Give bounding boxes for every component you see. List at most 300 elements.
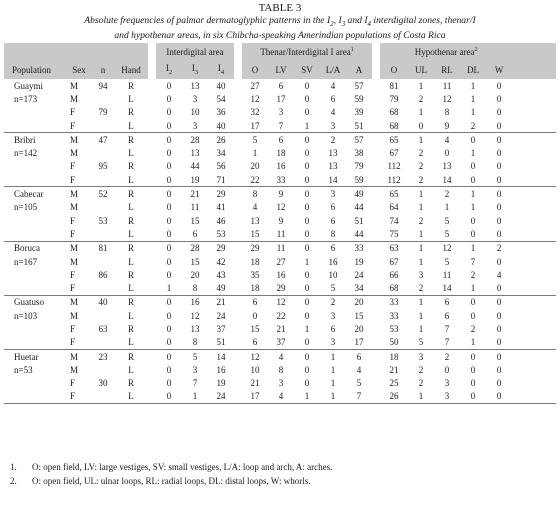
- hypothenar-cell: 112: [387, 174, 401, 185]
- hypothenar-cell: 2: [418, 364, 424, 375]
- interdigital-cell: 0: [166, 310, 172, 321]
- thenar-cell: 6: [330, 93, 336, 104]
- interdigital-cell: 40: [216, 120, 226, 131]
- thenar-cell: 0: [304, 148, 310, 159]
- thenar-cell: 33: [346, 241, 372, 255]
- thenar-cell: 0: [294, 295, 320, 309]
- interdigital-cell: 13: [190, 148, 200, 159]
- hypothenar-cell: 0: [496, 364, 502, 375]
- hypothenar-cell: 0: [496, 215, 502, 226]
- n-cell: [92, 336, 114, 350]
- interdigital-cell: 1: [166, 283, 172, 294]
- hand-cell: R: [127, 107, 134, 118]
- hypothenar-cell: 33: [389, 310, 399, 321]
- population-cell: [4, 336, 66, 350]
- thenar-cell: 12: [242, 349, 268, 363]
- thenar-cell: 0: [252, 310, 258, 321]
- thenar-cell: 0: [294, 133, 320, 147]
- thenar-cell: 7: [346, 390, 372, 404]
- table-row: [4, 227, 556, 241]
- hand-cell: L: [128, 174, 134, 185]
- thenar-cell: 12: [268, 295, 294, 309]
- interdigital-cell: 34: [216, 148, 226, 159]
- interdigital-cell: 8: [192, 283, 198, 294]
- thenar-cell: 7: [278, 120, 284, 131]
- n-cell: [92, 92, 114, 105]
- n-cell: [92, 227, 114, 241]
- thenar-cell: 1: [304, 323, 310, 334]
- thenar-cell: 4: [268, 390, 294, 404]
- hypothenar-cell: 0: [486, 295, 512, 309]
- hypothenar-cell: 50: [389, 337, 399, 348]
- hypothenar-cell: 1: [408, 295, 434, 309]
- hypothenar-cell: 13: [442, 161, 452, 172]
- thenar-cell: 8: [278, 364, 284, 375]
- hypothenar-cell: 1: [418, 323, 424, 334]
- table-row: [4, 377, 556, 390]
- hypothenar-cell: 9: [444, 120, 450, 131]
- population-cell: [4, 227, 66, 241]
- thenar-cell: 39: [354, 107, 364, 118]
- thenar-cell: 0: [304, 337, 310, 348]
- interdigital-cell: 3: [192, 93, 198, 104]
- hypothenar-cell: 1: [470, 93, 476, 104]
- hypothenar-cell: 1: [418, 228, 424, 239]
- hypothenar-cell: 1: [418, 80, 424, 91]
- hypothenar-cell: 0: [496, 202, 502, 213]
- hypothenar-cell: 0: [444, 148, 450, 159]
- thenar-cell: 5: [356, 378, 362, 389]
- sex-cell: M: [70, 202, 79, 213]
- hypothenar-cell: 12: [434, 241, 460, 255]
- hypothenar-cell: 2: [486, 241, 512, 255]
- hypothenar-cell: 2: [418, 148, 424, 159]
- thenar-cell: 6: [278, 80, 284, 91]
- hypothenar-cell: 1: [470, 148, 476, 159]
- thenar-cell: 21: [250, 378, 260, 389]
- table-row: [4, 363, 556, 376]
- sex-cell: F: [70, 378, 76, 389]
- thenar-cell: 2: [320, 133, 346, 147]
- table-row: [4, 309, 556, 322]
- thenar-cell: 17: [250, 120, 260, 131]
- thenar-cell: 32: [250, 107, 260, 118]
- interdigital-cell: 49: [216, 283, 226, 294]
- interdigital-cell: 3: [192, 364, 198, 375]
- col-n: n: [92, 60, 114, 79]
- thenar-cell: 51: [354, 120, 364, 131]
- population-cell: Huetar: [4, 349, 66, 363]
- interdigital-cell: 12: [190, 310, 200, 321]
- interdigital-cell: 0: [166, 256, 172, 267]
- hypothenar-cell: 2: [418, 161, 424, 172]
- thenar-cell: 0: [304, 174, 310, 185]
- thenar-cell: 11: [268, 241, 294, 255]
- hypothenar-cell: 3: [444, 378, 450, 389]
- interdigital-cell: 29: [208, 241, 234, 255]
- table-row: [4, 255, 556, 268]
- table-row: [4, 241, 556, 255]
- thenar-cell: 4: [330, 107, 336, 118]
- group-interdigital: Interdigital area: [156, 43, 234, 60]
- hypothenar-cell: 2: [470, 323, 476, 334]
- population-cell: [4, 119, 66, 133]
- hypothenar-cell: 63: [380, 241, 408, 255]
- hypothenar-cell: 1: [444, 202, 450, 213]
- sex-cell: F: [70, 174, 76, 185]
- thenar-cell: 51: [354, 215, 364, 226]
- sex-cell: M: [70, 80, 79, 91]
- thenar-cell: 6: [320, 241, 346, 255]
- interdigital-cell: 0: [166, 174, 172, 185]
- thenar-cell: 1: [330, 378, 336, 389]
- col-hypo-o: O: [380, 60, 408, 79]
- n-cell: [92, 201, 114, 214]
- hypothenar-cell: 0: [496, 120, 502, 131]
- hypothenar-cell: 3: [408, 349, 434, 363]
- table-row: [4, 92, 556, 105]
- interdigital-cell: 0: [166, 228, 172, 239]
- thenar-cell: 1: [304, 256, 310, 267]
- interdigital-cell: 46: [216, 215, 226, 226]
- thenar-cell: 3: [330, 310, 336, 321]
- hypothenar-cell: 0: [418, 120, 424, 131]
- thenar-cell: 17: [354, 337, 364, 348]
- interdigital-cell: 16: [216, 364, 226, 375]
- hypothenar-cell: 0: [470, 378, 476, 389]
- table-title: TABLE 3: [258, 2, 302, 14]
- thenar-cell: 12: [250, 93, 260, 104]
- col-population: Population: [4, 60, 66, 79]
- table-row: [4, 201, 556, 214]
- thenar-cell: 0: [304, 364, 310, 375]
- population-cell: n=142: [14, 148, 38, 159]
- interdigital-cell: 44: [190, 161, 200, 172]
- interdigital-cell: 0: [156, 295, 182, 309]
- interdigital-cell: 19: [190, 174, 200, 185]
- thenar-cell: 5: [330, 283, 336, 294]
- hypothenar-cell: 7: [470, 256, 476, 267]
- thenar-cell: 6: [252, 337, 258, 348]
- hypothenar-cell: 26: [380, 390, 408, 404]
- interdigital-cell: 13: [190, 80, 200, 91]
- thenar-cell: 0: [294, 187, 320, 201]
- thenar-cell: 16: [276, 269, 286, 280]
- thenar-cell: 29: [276, 283, 286, 294]
- interdigital-cell: 7: [192, 378, 198, 389]
- sex-cell: F: [70, 107, 76, 118]
- thenar-cell: 20: [346, 295, 372, 309]
- population-cell: Guatuso: [4, 295, 66, 309]
- hypothenar-cell: 4: [496, 269, 502, 280]
- thenar-cell: 6: [330, 323, 336, 334]
- interdigital-cell: 53: [216, 228, 226, 239]
- hypothenar-cell: 0: [496, 107, 502, 118]
- hypothenar-cell: 18: [380, 349, 408, 363]
- n-cell: [92, 119, 114, 133]
- interdigital-cell: 0: [166, 323, 172, 334]
- hypothenar-cell: 1: [408, 187, 434, 201]
- hypothenar-cell: 5: [444, 215, 450, 226]
- hypothenar-cell: 65: [380, 187, 408, 201]
- sex-cell: M: [70, 93, 79, 104]
- n-cell: 23: [92, 349, 114, 363]
- sex-cell: M: [70, 148, 79, 159]
- population-cell: [4, 390, 66, 404]
- thenar-cell: 0: [304, 93, 310, 104]
- table-row: [4, 133, 556, 147]
- hypothenar-cell: 1: [408, 390, 434, 404]
- interdigital-cell: 0: [166, 337, 172, 348]
- column-header-row: [4, 60, 556, 79]
- n-cell: 81: [92, 241, 114, 255]
- table-row: [4, 79, 556, 92]
- interdigital-cell: 0: [166, 161, 172, 172]
- population-cell: Boruca: [4, 241, 66, 255]
- interdigital-cell: 21: [208, 295, 234, 309]
- hypothenar-cell: 14: [442, 283, 452, 294]
- hypothenar-cell: 0: [460, 295, 486, 309]
- interdigital-cell: 0: [166, 378, 172, 389]
- table-row: [4, 295, 556, 309]
- hypothenar-cell: 11: [442, 80, 452, 91]
- thenar-cell: 34: [354, 283, 364, 294]
- thenar-cell: 44: [354, 228, 364, 239]
- interdigital-cell: 37: [216, 323, 226, 334]
- thenar-cell: 19: [354, 256, 364, 267]
- sex-cell: F: [70, 337, 76, 348]
- n-cell: [92, 390, 114, 404]
- hypothenar-cell: 1: [418, 256, 424, 267]
- thenar-cell: 3: [320, 187, 346, 201]
- sex-cell: F: [70, 323, 76, 334]
- hypothenar-cell: 0: [486, 187, 512, 201]
- hand-cell: L: [114, 390, 148, 404]
- interdigital-cell: 0: [156, 349, 182, 363]
- hand-cell: L: [128, 256, 134, 267]
- hypothenar-cell: 0: [496, 80, 502, 91]
- thenar-cell: 57: [346, 133, 372, 147]
- thenar-cell: 6: [242, 295, 268, 309]
- interdigital-cell: 21: [182, 187, 208, 201]
- thenar-cell: 0: [304, 283, 310, 294]
- hypothenar-cell: 1: [460, 187, 486, 201]
- hypothenar-cell: 0: [496, 378, 502, 389]
- group-thenar: Thenar/Interdigital I area$^1$: [242, 43, 372, 60]
- thenar-cell: 4: [330, 80, 336, 91]
- footnotes: [10, 460, 332, 488]
- hypothenar-cell: 0: [470, 228, 476, 239]
- n-cell: [92, 146, 114, 159]
- hypothenar-cell: 6: [434, 295, 460, 309]
- interdigital-cell: 26: [208, 133, 234, 147]
- hypothenar-cell: 0: [470, 174, 476, 185]
- hypothenar-cell: 0: [496, 228, 502, 239]
- hypothenar-cell: 4: [434, 133, 460, 147]
- hypothenar-cell: 2: [418, 378, 424, 389]
- thenar-cell: 0: [304, 228, 310, 239]
- thenar-cell: 27: [250, 80, 260, 91]
- hand-cell: L: [128, 283, 134, 294]
- hand-cell: L: [128, 148, 134, 159]
- n-cell: 40: [92, 295, 114, 309]
- sex-cell: F: [70, 161, 76, 172]
- table-row: [4, 322, 556, 335]
- interdigital-cell: 24: [208, 390, 234, 404]
- thenar-cell: 18: [276, 148, 286, 159]
- thenar-cell: 8: [242, 187, 268, 201]
- hypothenar-cell: 12: [442, 93, 452, 104]
- hypothenar-cell: 1: [408, 241, 434, 255]
- thenar-cell: 0: [304, 269, 310, 280]
- hypothenar-cell: 33: [380, 295, 408, 309]
- hand-cell: L: [128, 120, 134, 131]
- col-thenar-a: A: [346, 60, 372, 79]
- n-cell: [92, 173, 114, 187]
- hand-cell: R: [114, 241, 148, 255]
- population-cell: [4, 106, 66, 119]
- hypothenar-cell: 0: [460, 133, 486, 147]
- thenar-cell: 0: [294, 241, 320, 255]
- population-cell: n=105: [14, 202, 38, 213]
- interdigital-cell: 0: [166, 364, 172, 375]
- thenar-cell: 0: [294, 349, 320, 363]
- col-thenar-la: L/A: [320, 60, 346, 79]
- table-row: [4, 281, 556, 295]
- interdigital-cell: 3: [192, 120, 198, 131]
- group-hypothenar: Hypothenar area$^2$: [380, 43, 512, 60]
- hypothenar-cell: 0: [470, 215, 476, 226]
- hypothenar-cell: 2: [418, 215, 424, 226]
- hand-cell: R: [114, 349, 148, 363]
- table-row: [4, 268, 556, 281]
- caption-line1-start: Absolute frequencies of palmar dermatoglyphic patterns in the I: [84, 15, 331, 26]
- interdigital-cell: 24: [216, 310, 226, 321]
- hypothenar-cell: 0: [444, 364, 450, 375]
- interdigital-cell: 15: [190, 215, 200, 226]
- thenar-cell: 0: [304, 310, 310, 321]
- hypothenar-cell: 2: [418, 174, 424, 185]
- col-thenar-sv: SV: [294, 60, 320, 79]
- thenar-cell: 1: [294, 390, 320, 404]
- hypothenar-cell: 67: [389, 148, 399, 159]
- n-cell: 53: [98, 215, 108, 226]
- thenar-cell: 20: [250, 161, 260, 172]
- n-cell: 94: [98, 80, 108, 91]
- caption-line1-end: interdigital zones, thenar/I: [371, 15, 476, 26]
- hypothenar-cell: 0: [496, 256, 502, 267]
- hypothenar-cell: 11: [442, 269, 452, 280]
- hypothenar-cell: 0: [470, 310, 476, 321]
- hypothenar-cell: 0: [496, 310, 502, 321]
- interdigital-cell: 54: [216, 93, 226, 104]
- hypothenar-cell: 1: [470, 107, 476, 118]
- interdigital-cell: 0: [156, 241, 182, 255]
- thenar-cell: 6: [346, 349, 372, 363]
- hypothenar-cell: 5: [444, 256, 450, 267]
- thenar-cell: 0: [304, 202, 310, 213]
- hypothenar-cell: 1: [418, 202, 424, 213]
- hand-cell: L: [128, 310, 134, 321]
- thenar-cell: 17: [276, 93, 286, 104]
- population-cell: [4, 268, 66, 281]
- hand-cell: L: [128, 337, 134, 348]
- hypothenar-cell: 1: [418, 107, 424, 118]
- thenar-cell: 14: [328, 174, 338, 185]
- footnote-2: 2. O: open field, UL: ulnar loops, RL: radial loops, DL: distal loops, W: whorls.: [10, 476, 311, 486]
- hypothenar-cell: 21: [389, 364, 399, 375]
- thenar-cell: 37: [276, 337, 286, 348]
- hypothenar-cell: 5: [418, 337, 424, 348]
- hypothenar-cell: 0: [496, 161, 502, 172]
- interdigital-cell: 0: [156, 390, 182, 404]
- hand-cell: R: [127, 161, 134, 172]
- interdigital-cell: 0: [166, 80, 172, 91]
- hypothenar-cell: 0: [486, 390, 512, 404]
- thenar-cell: 27: [276, 256, 286, 267]
- thenar-cell: 8: [330, 228, 336, 239]
- population-cell: [4, 214, 66, 227]
- interdigital-cell: 10: [190, 107, 200, 118]
- population-cell: Guaymi: [14, 80, 43, 91]
- n-cell: 79: [98, 107, 108, 118]
- table-body: [4, 79, 556, 404]
- interdigital-cell: 56: [216, 161, 226, 172]
- thenar-cell: 10: [328, 269, 338, 280]
- n-cell: 63: [98, 323, 108, 334]
- interdigital-cell: 0: [166, 120, 172, 131]
- interdigital-cell: 16: [182, 295, 208, 309]
- col-hypo-rl: RL: [434, 60, 460, 79]
- population-cell: n=173: [14, 93, 38, 104]
- interdigital-cell: 14: [208, 349, 234, 363]
- n-cell: [92, 281, 114, 295]
- sex-cell: F: [70, 228, 76, 239]
- thenar-cell: 1: [252, 148, 258, 159]
- thenar-cell: 15: [250, 228, 260, 239]
- sex-cell: M: [70, 364, 79, 375]
- hypothenar-cell: 1: [408, 133, 434, 147]
- population-cell: n=103: [14, 310, 38, 321]
- table-row: [4, 106, 556, 119]
- thenar-cell: 1: [320, 349, 346, 363]
- interdigital-cell: 20: [190, 269, 200, 280]
- hypothenar-cell: 0: [496, 93, 502, 104]
- thenar-cell: 4: [356, 364, 362, 375]
- col-hypo-ul: UL: [408, 60, 434, 79]
- thenar-cell: 33: [276, 174, 286, 185]
- sex-cell: M: [66, 133, 92, 147]
- thenar-cell: 10: [250, 364, 260, 375]
- hypothenar-cell: 68: [389, 283, 399, 294]
- hypothenar-cell: 2: [418, 93, 424, 104]
- hypothenar-cell: 0: [486, 349, 512, 363]
- thenar-cell: 6: [330, 215, 336, 226]
- hypothenar-cell: 0: [496, 323, 502, 334]
- hypothenar-cell: 1: [470, 202, 476, 213]
- thenar-cell: 4: [252, 202, 258, 213]
- col-hand: Hand: [114, 60, 148, 79]
- thenar-cell: 18: [250, 283, 260, 294]
- n-cell: [92, 255, 114, 268]
- table-row: [4, 187, 556, 201]
- hand-cell: L: [128, 364, 134, 375]
- population-cell: [4, 377, 66, 390]
- thenar-cell: 15: [354, 310, 364, 321]
- hypothenar-cell: 1: [470, 337, 476, 348]
- hypothenar-cell: 0: [496, 148, 502, 159]
- thenar-cell: 57: [354, 80, 364, 91]
